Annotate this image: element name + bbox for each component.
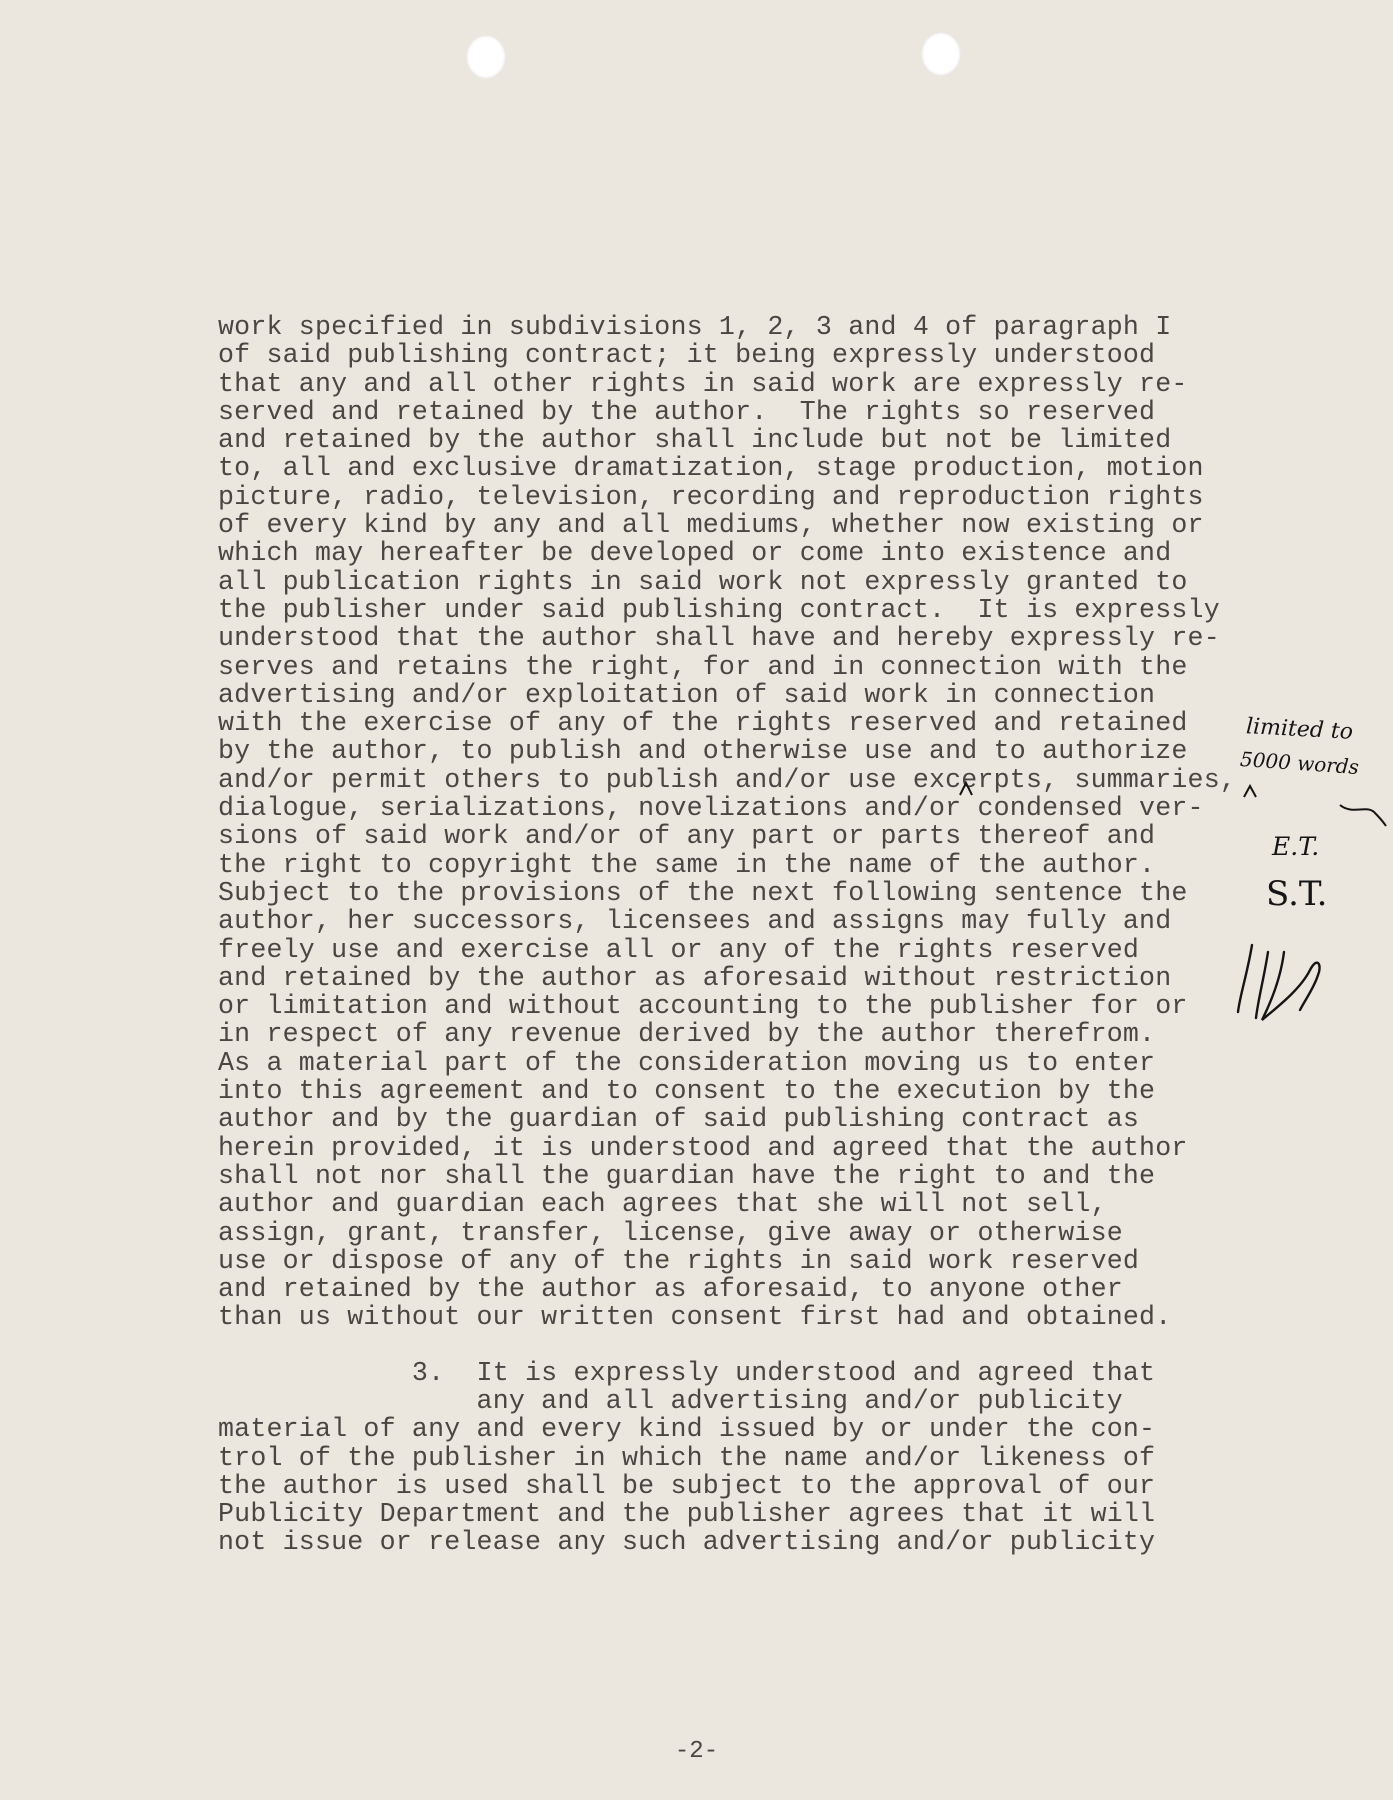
text-line: which may hereafter be developed or come into existence and	[218, 538, 1172, 569]
text-line: with the exercise of any of the rights reserved and retained	[218, 708, 1188, 739]
text-line: author and by the guardian of said publishing contract as	[218, 1104, 1140, 1135]
text-line: and retained by the author shall include but not be limited	[218, 425, 1172, 456]
text-line: author and guardian each agrees that she will not sell,	[218, 1189, 1107, 1220]
text-line: any and all advertising and/or publicity	[218, 1385, 1123, 1416]
text-line: advertising and/or exploitation of said work in connection	[218, 679, 1156, 710]
text-line: served and retained by the author. The rights so reserved	[218, 396, 1156, 427]
text-line: the publisher under said publishing contract. It is expressly	[218, 594, 1220, 625]
text-line: that any and all other rights in said work are expressly re-	[218, 368, 1188, 399]
text-line: of every kind by any and all mediums, whether now existing or	[218, 510, 1204, 541]
text-line: and retained by the author as aforesaid, to anyone other	[218, 1274, 1123, 1305]
text-line: 3. It is expressly understood and agreed that	[218, 1357, 1156, 1388]
text-line: Subject to the provisions of the next following sentence the	[218, 877, 1188, 908]
text-line: of said publishing contract; it being expressly understood	[218, 340, 1156, 371]
punch-hole-right	[921, 32, 961, 76]
text-line: shall not nor shall the guardian have the right to and the	[218, 1160, 1156, 1191]
margin-note-words: 5000 words	[1239, 746, 1360, 780]
text-line: than us without our written consent first had and obtained.	[218, 1302, 1172, 1333]
text-line: work specified in subdivisions 1, 2, 3 and 4 of paragraph I	[218, 312, 1172, 342]
text-line: and/or permit others to publish and/or use excerpts, summaries,	[218, 764, 1237, 795]
text-line: material of any and every kind issued by or under the con-	[218, 1414, 1156, 1445]
text-line: not issue or release any such advertising and/or publicity	[218, 1527, 1156, 1558]
text-line: and retained by the author as aforesaid without restriction	[218, 962, 1172, 993]
text-line: serves and retains the right, for and in connection with the	[218, 651, 1188, 682]
text-line: into this agreement and to consent to the execution by the	[218, 1076, 1156, 1107]
paragraph-3	[218, 1359, 1258, 1557]
handwritten-squiggle	[1340, 805, 1386, 826]
initials-st: S.T.	[1266, 874, 1328, 914]
text-line: in respect of any revenue derived by the author therefrom.	[218, 1019, 1156, 1050]
text-line: by the author, to publish and otherwise use and to authorize	[218, 736, 1188, 767]
margin-note-limited: limited to	[1245, 714, 1354, 745]
text-line: author, her successors, licensees and assigns may fully and	[218, 906, 1172, 937]
text-line: use or dispose of any of the rights in said work reserved	[218, 1245, 1140, 1276]
typescript-body	[218, 313, 1258, 1557]
text-line: dialogue, serializations, novelizations and/or condensed ver-	[218, 793, 1204, 824]
text-line: herein provided, it is understood and agreed that the author	[218, 1132, 1188, 1163]
text-line: Publicity Department and the publisher agrees that it will	[218, 1499, 1156, 1530]
punch-hole-left	[466, 35, 506, 79]
text-line: or limitation and without accounting to the publisher for or	[218, 991, 1188, 1022]
text-line: trol of the publisher in which the name and/or likeness of	[218, 1442, 1156, 1473]
text-line: freely use and exercise all or any of the rights reserved	[218, 934, 1140, 965]
page-number: -2-	[674, 1738, 719, 1765]
text-line: the right to copyright the same in the name of the author.	[218, 849, 1156, 880]
text-line: assign, grant, transfer, license, give away or otherwise	[218, 1217, 1123, 1248]
text-line: all publication rights in said work not expressly granted to	[218, 566, 1188, 597]
initials-et: E.T.	[1272, 832, 1320, 861]
text-line: sions of said work and/or of any part or parts thereof and	[218, 821, 1156, 852]
text-line: to, all and exclusive dramatization, stage production, motion	[218, 453, 1204, 484]
body-paragraph	[218, 313, 1258, 1332]
text-line: understood that the author shall have and hereby expressly re-	[218, 623, 1220, 654]
text-line: the author is used shall be subject to the approval of our	[218, 1470, 1156, 1501]
text-line: As a material part of the consideration moving us to enter	[218, 1047, 1156, 1078]
text-line: picture, radio, television, recording and reproduction rights	[218, 481, 1204, 512]
